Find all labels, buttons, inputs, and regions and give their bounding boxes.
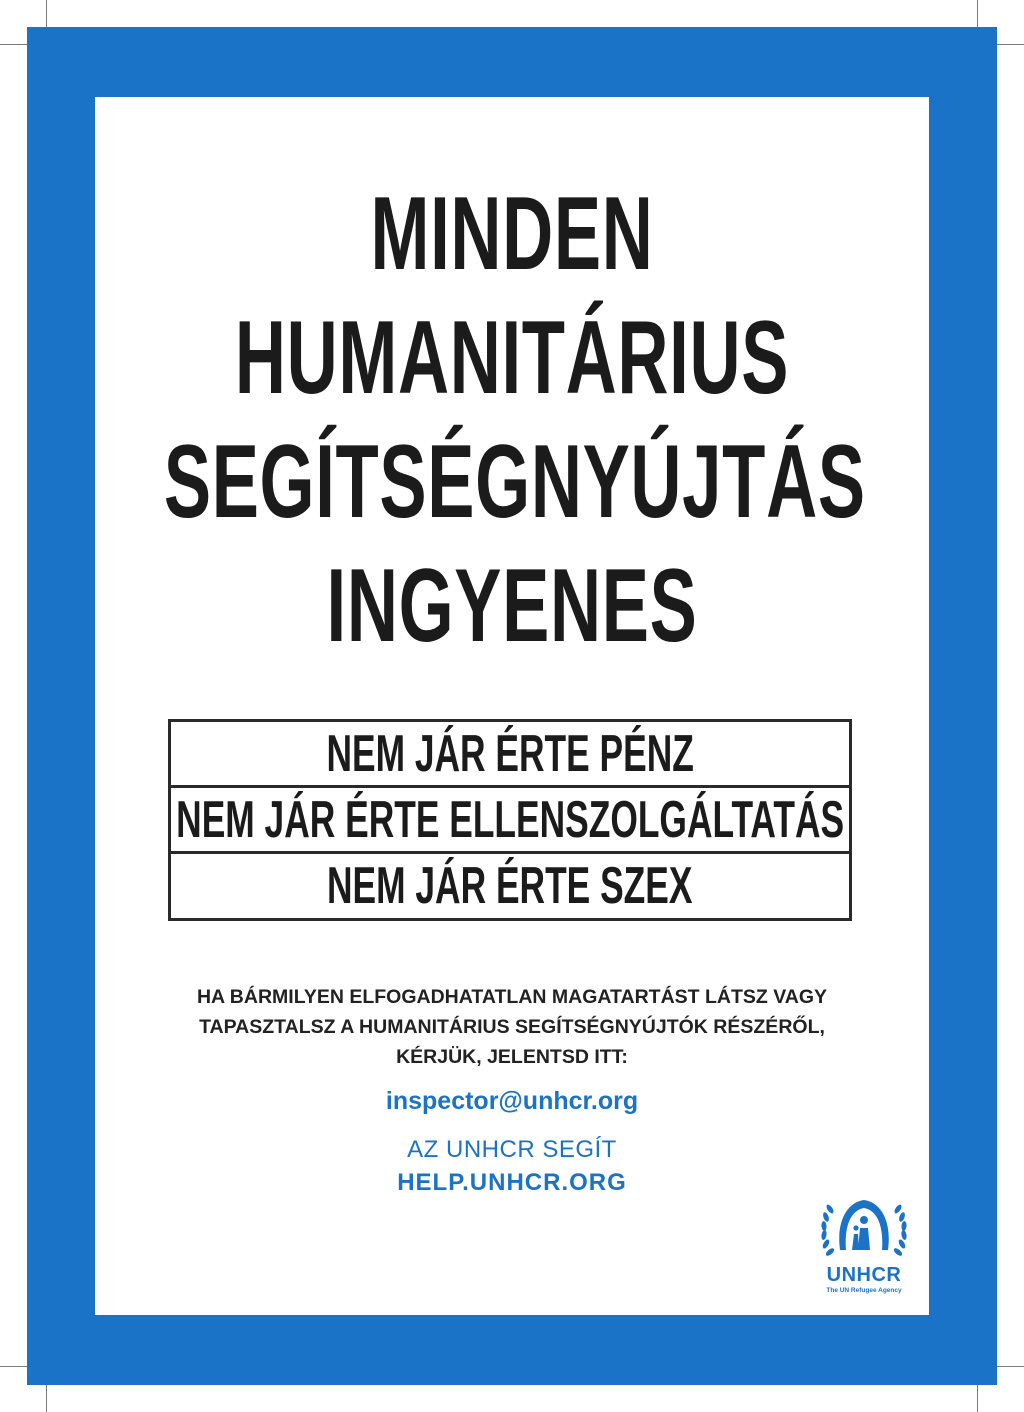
logo-wordmark: UNHCR xyxy=(826,1264,902,1286)
condition-row xyxy=(171,854,849,918)
condition-text: NEM JÁR ÉRTE SZEX xyxy=(327,857,693,915)
headline-line: HUMANITÁRIUS xyxy=(234,300,790,416)
crop-mark xyxy=(46,0,47,28)
crop-mark xyxy=(977,1384,978,1412)
condition-row xyxy=(171,788,849,854)
report-line: HA BÁRMILYEN ELFOGADHATATLAN MAGATARTÁST LÁTSZ VAGY xyxy=(196,986,828,1008)
condition-text: NEM JÁR ÉRTE PÉNZ xyxy=(326,724,694,783)
condition-text: NEM JÁR ÉRTE ELLENSZOLGÁLTATÁS xyxy=(176,790,844,849)
headline-line: SEGÍTSÉGNYÚJTÁS xyxy=(163,424,866,540)
report-line: KÉRJÜK, JELENTSD ITT: xyxy=(396,1046,628,1068)
unhcr-emblem-icon xyxy=(812,1190,916,1264)
crop-mark xyxy=(977,0,978,28)
crop-mark xyxy=(994,1366,1024,1367)
unhcr-helps-text: AZ UNHCR SEGÍT xyxy=(407,1136,617,1163)
condition-row xyxy=(171,722,849,788)
crop-mark xyxy=(994,44,1024,45)
conditions-box xyxy=(168,719,852,921)
report-instructions xyxy=(95,982,929,1072)
unhcr-logo xyxy=(812,1190,916,1300)
logo-tagline: The UN Refugee Agency xyxy=(826,1287,902,1294)
help-url-link[interactable]: HELP.UNHCR.ORG xyxy=(397,1169,627,1196)
crop-mark xyxy=(46,1384,47,1412)
report-email-link[interactable]: inspector@unhcr.org xyxy=(385,1087,639,1115)
crop-mark xyxy=(0,44,30,45)
headline xyxy=(0,172,1024,668)
headline-line: INGYENES xyxy=(326,548,698,664)
crop-mark xyxy=(0,1366,30,1367)
report-line: TAPASZTALSZ A HUMANITÁRIUS SEGÍTSÉGNYÚJTÓK RÉSZÉRŐL, xyxy=(199,1016,825,1038)
headline-line: MINDEN xyxy=(370,176,654,292)
